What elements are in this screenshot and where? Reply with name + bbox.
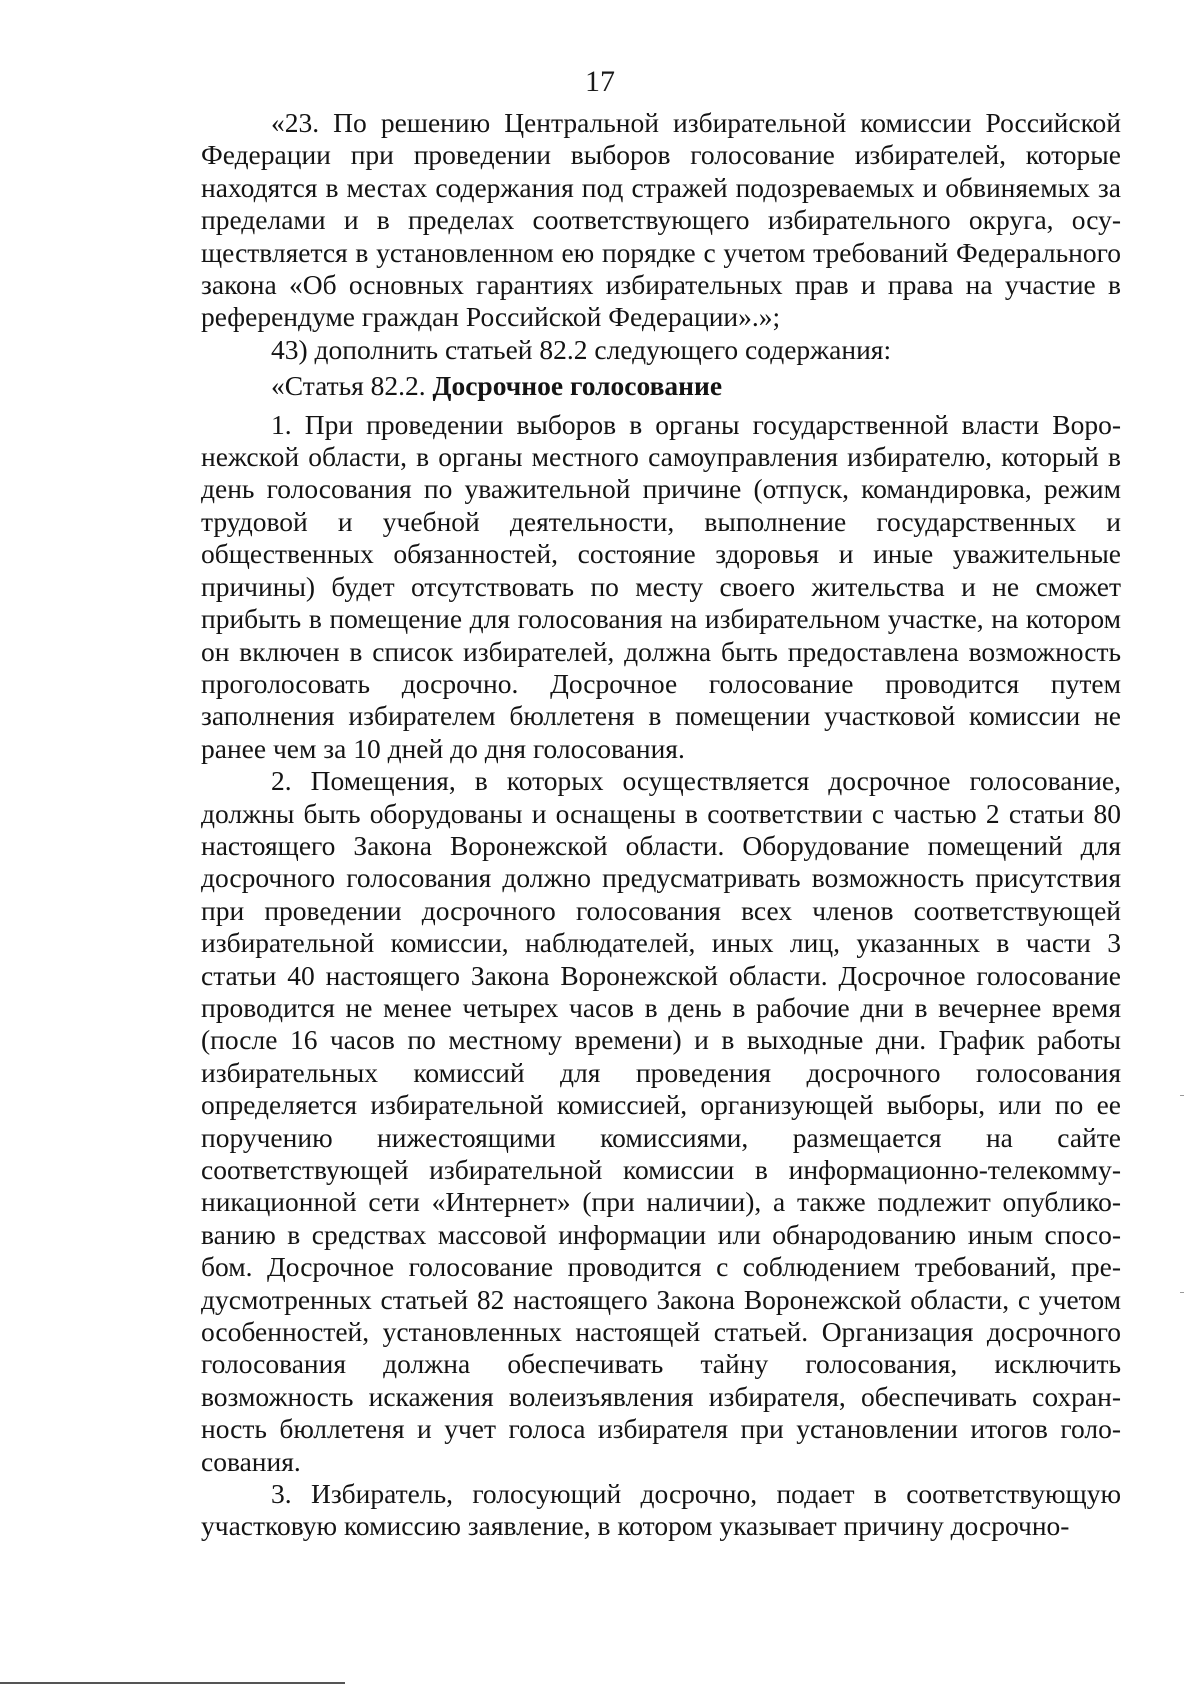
page-number: 17	[585, 65, 615, 98]
article-heading-prefix: «Статья 82.2.	[271, 370, 433, 402]
paragraph-amendment-23: «23. По решению Центральной избирательной комиссии Российской Федерации при проведении выборов голосование избирателей, которые находятся в местах содержания под стражей подозреваемых и обвиняемых за пределами и в пределах соответствующего избирательного округа, осуществляется в установленном ею порядке с учетом требований Федерального закона «Об основных гарантиях избирательных прав и права на участие в референдуме граждан Российской Федерации».»;	[201, 107, 1121, 333]
scan-artifact	[1180, 1292, 1184, 1293]
scan-artifact	[1180, 1095, 1184, 1096]
article-heading-title: Досрочное голосование	[432, 370, 723, 402]
article-heading	[201, 370, 1121, 402]
article-paragraph-2: 2. Помещения, в которых осуществляется досрочное голосование, должны быть оборудованы и оснащены в соответствии с частью 2 статьи 80 настоящего Закона Воронежской области. Оборудование помещений для досрочного голосования должно предусматривать возможность присутствия при проведении досрочного голосования всех членов соответствующей избирательной комиссии, наблюдателей, иных лиц, указанных в части 3 статьи 40 настоящего Закона Воронежской области. Досрочное голосование проводится не менее четырех часов в день в рабочие дни в вечернее время (после 16 часов по местному времени) и в выходные дни. График работы избирательных комиссий для проведения досрочного голосования определяется избирательной комиссией, организующей выборы, или по ее поручению нижестоящими комиссиями, размещается на сайте соответствующей избирательной комиссии в информационно-телекоммуникационной сети «Интернет» (при наличии), а также подлежит опубликованию в средствах массовой информации или обнародованию иным способом. Досрочное голосование проводится с соблюдением требований, предусмотренных статьей 82 настоящего Закона Воронежской области, с учетом особенностей, установленных настоящей статьей. Организация досрочного голосования должна обеспечивать тайну голосования, исключить возможность искажения волеизъявления избирателя, обеспечивать сохранность бюллетеня и учет голоса избирателя при установлении итогов голосования.	[201, 765, 1121, 1477]
footer-rule	[0, 1682, 345, 1684]
paragraph-item-43: 43) дополнить статьей 82.2 следующего содержания:	[271, 333, 892, 365]
document-body	[201, 107, 1121, 1543]
article-paragraph-1: 1. При проведении выборов в органы государственной власти Воронежской области, в органы местного самоуправления избирателю, который в день голосования по уважительной причине (отпуск, командировка, режим трудовой и учебной деятельности, выполнение государственных и общественных обязанностей, состояние здоровья и иные уважительные причины) будет отсутствовать по месту своего жительства и не сможет прибыть в помещение для голосования на избирательном участке, на котором он включен в список избирателей, должна быть предоставлена возможность проголосовать досрочно. Досрочное голосование проводится путем заполнения избирателем бюллетеня в помещении участковой комиссии не ранее чем за 10 дней до дня голосования.	[201, 408, 1121, 764]
article-paragraph-3: 3. Избиратель, голосующий досрочно, подает в соответствующую участковую комиссию заявление, в котором указывает причину досрочно-	[201, 1478, 1121, 1542]
